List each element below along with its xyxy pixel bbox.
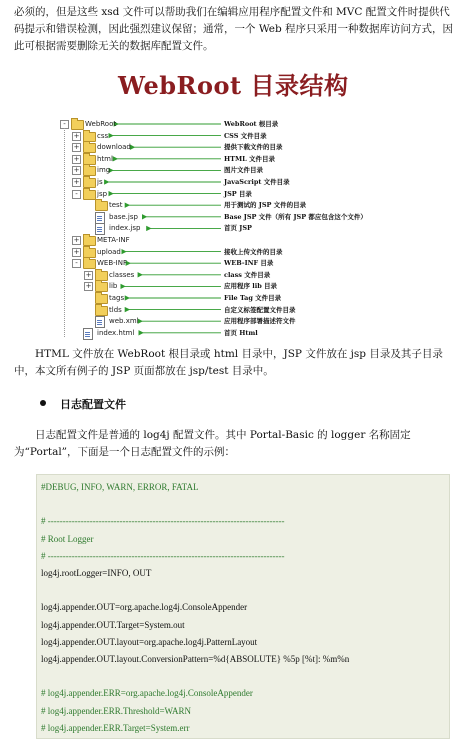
- expand-toggle-icon: +: [73, 166, 80, 175]
- bullet-icon: [40, 400, 46, 406]
- expand-toggle-icon: +: [85, 282, 92, 291]
- html-location-paragraph: HTML 文件放在 WebRoot 根目录或 html 目录中，JSP 文件放在 jsp 目录及其子目录中，本文所有例子的 JSP 页面都放在 jsp/test 目录中。: [14, 348, 443, 377]
- tree-node-description: WEB-INF 目录: [224, 259, 274, 268]
- expand-toggle-icon: +: [73, 143, 80, 152]
- tree-node-label: tlds: [109, 305, 122, 314]
- tree-node-description: 提供下载文件的目录: [224, 143, 283, 152]
- code-line: # -------------------------------------------------------------------------------: [41, 516, 285, 527]
- folder-icon: [83, 155, 96, 165]
- tree-node-description: JavaScript 文件目录: [224, 178, 290, 186]
- tree-node-description: 用于测试的 JSP 文件的目录: [224, 201, 307, 210]
- tree-node-label: classes: [109, 270, 135, 279]
- tree-guide-line: [64, 128, 65, 337]
- figure-title: WebRoot 目录结构: [118, 71, 349, 100]
- expand-toggle-icon: +: [73, 236, 80, 244]
- log4j-code-block: [36, 474, 450, 739]
- collapse-toggle-icon: -: [72, 259, 81, 268]
- expand-toggle-icon: +: [85, 270, 92, 279]
- webroot-directory-figure: [40, 62, 440, 340]
- code-line: log4j.appender.OUT=org.apache.log4j.ConsoleAppender: [41, 602, 248, 613]
- tree-node-label: upload: [97, 247, 121, 256]
- tree-node-description: 图片文件目录: [224, 166, 263, 175]
- folder-icon: [83, 248, 96, 258]
- tree-node-description: 首页 JSP: [224, 224, 252, 233]
- tree-node-description: JSP 目录: [224, 189, 252, 198]
- tree-node-label: html: [97, 154, 113, 163]
- code-line: log4j.appender.OUT.Target=System.out: [41, 619, 185, 630]
- tree-node-label: WebRoot: [85, 120, 117, 128]
- tree-node-description: 自定义标签配置文件目录: [224, 305, 296, 314]
- folder-icon: [83, 143, 96, 153]
- folder-icon: [71, 120, 84, 130]
- file-icon: [83, 328, 93, 340]
- tree-node-description: 应用程序部署描述符文件: [224, 317, 296, 326]
- code-line: # log4j.appender.ERR=org.apache.log4j.ConsoleAppender: [41, 688, 253, 699]
- tree-node-description: WebRoot 根目录: [224, 120, 279, 128]
- tree-node-description: Base JSP 文件（所有 JSP 都应包含这个文件）: [224, 212, 367, 221]
- tree-node-label: index.html: [97, 328, 135, 337]
- tree-node-label: META-INF: [97, 236, 130, 244]
- code-line: log4j.appender.OUT.layout=org.apache.log4j.PatternLayout: [41, 636, 258, 647]
- file-icon: [95, 212, 105, 224]
- folder-icon: [95, 306, 108, 316]
- collapse-toggle-icon: -: [72, 190, 81, 199]
- folder-icon: [95, 282, 108, 292]
- code-line: # -------------------------------------------------------------------------------: [41, 550, 285, 561]
- tree-node-description: 接收上传文件的目录: [224, 247, 283, 256]
- folder-icon: [83, 178, 96, 188]
- tree-node-label: tags: [109, 294, 125, 302]
- tree-node-label: index.jsp: [109, 224, 141, 233]
- section-heading-log-config: [40, 397, 126, 413]
- expand-toggle-icon: +: [73, 154, 80, 163]
- tree-node-description: File Tag 文件目录: [224, 294, 282, 302]
- tree-node-label: download: [97, 143, 131, 152]
- tree-node-description: CSS 文件目录: [224, 131, 267, 140]
- tree-node-label: WEB-INF: [97, 259, 127, 268]
- folder-icon: [83, 259, 96, 269]
- folder-icon: [83, 166, 96, 176]
- folder-icon: [95, 201, 108, 211]
- intro-paragraph: 必须的，但是这些 xsd 文件可以帮助我们在编辑应用程序配置文件和 MVC 配置文件时提供代码提示和错误检测，因此强烈建议保留；通常，一个 Web 程序只采用一种数据库访问方式，因此可根据需要删除无关的数据库配置文件。: [14, 6, 454, 52]
- tree-node-label: test: [109, 201, 123, 210]
- folder-icon: [83, 132, 96, 142]
- expand-toggle-icon: +: [73, 178, 80, 186]
- tree-node-label: jsp: [97, 189, 108, 198]
- code-line: # log4j.appender.ERR.Target=System.err: [41, 722, 190, 733]
- tree-node-label: web.xml: [109, 317, 139, 326]
- code-line: # Root Logger: [41, 533, 94, 544]
- tree-node-label: base.jsp: [109, 212, 138, 221]
- tree-node-label: img: [97, 166, 111, 175]
- folder-icon: [83, 190, 96, 200]
- tree-node-description: class 文件目录: [224, 270, 271, 279]
- tree-node-description: 应用程序 lib 目录: [224, 282, 278, 291]
- tree-node-label: lib: [109, 282, 118, 291]
- collapse-toggle-icon: -: [60, 120, 69, 129]
- log-config-paragraph: 日志配置文件是普通的 log4j 配置文件。其中 Portal-Basic 的 logger 名称固定为“Portal”，下面是一个日志配置文件的示例：: [14, 429, 411, 458]
- expand-toggle-icon: +: [73, 131, 80, 140]
- directory-tree: [40, 62, 440, 340]
- folder-icon: [83, 236, 96, 246]
- section-heading-text: 日志配置文件: [60, 398, 126, 411]
- tree-node-description: 首页 Html: [224, 328, 258, 337]
- code-line: # log4j.appender.ERR.Threshold=WARN: [41, 705, 192, 716]
- tree-node-label: css: [97, 131, 109, 140]
- expand-toggle-icon: +: [73, 247, 80, 256]
- folder-icon: [95, 294, 108, 304]
- folder-icon: [95, 271, 108, 281]
- code-line: #DEBUG, INFO, WARN, ERROR, FATAL: [41, 482, 199, 492]
- code-line: log4j.appender.OUT.layout.ConversionPattern=%d{ABSOLUTE} %5p [%t]: %m%n: [41, 654, 350, 664]
- tree-node-description: HTML 文件目录: [224, 154, 276, 163]
- code-line: log4j.rootLogger=INFO, OUT: [41, 568, 152, 578]
- tree-node-label: js: [97, 178, 103, 186]
